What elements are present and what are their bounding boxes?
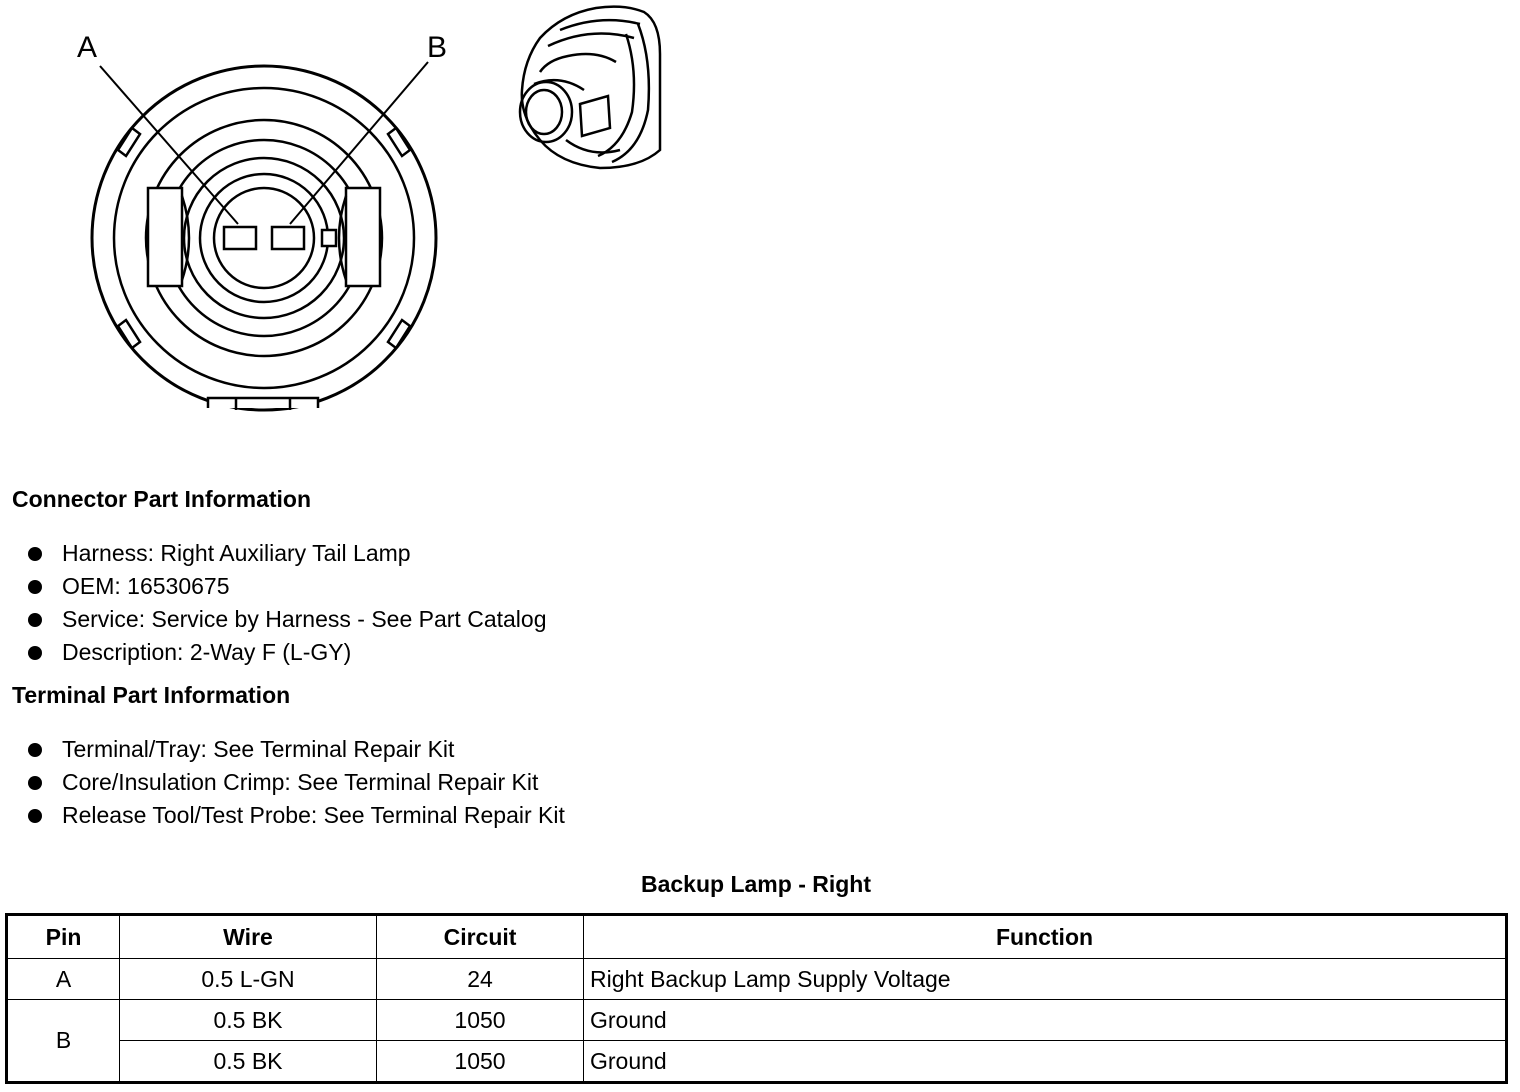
cell-pin: B xyxy=(7,1000,120,1083)
list-item: Release Tool/Test Probe: See Terminal Repair Kit xyxy=(28,799,565,832)
connector-info-list xyxy=(28,537,546,669)
bullet-icon xyxy=(28,776,42,790)
list-item: OEM: 16530675 xyxy=(28,570,546,603)
terminal-info-list xyxy=(28,733,565,832)
header-pin: Pin xyxy=(7,915,120,959)
bullet-icon xyxy=(28,613,42,627)
cell-function: Ground xyxy=(584,1000,1507,1041)
cell-pin: A xyxy=(7,959,120,1000)
table-row xyxy=(7,1000,1507,1041)
cell-wire: 0.5 BK xyxy=(120,1000,377,1041)
connector-info-heading: Connector Part Information xyxy=(12,486,312,512)
terminal-cavity-b xyxy=(272,227,304,249)
table-row xyxy=(7,1041,1507,1083)
pin-label-a: A xyxy=(76,31,98,64)
bullet-icon xyxy=(28,580,42,594)
bullet-icon xyxy=(28,547,42,561)
cell-circuit: 1050 xyxy=(377,1000,584,1041)
cell-circuit: 1050 xyxy=(377,1041,584,1083)
cell-function: Right Backup Lamp Supply Voltage xyxy=(584,959,1507,1000)
cell-function: Ground xyxy=(584,1041,1507,1083)
connector-drawing xyxy=(0,0,700,430)
terminal-cavity-a xyxy=(224,227,256,249)
bullet-icon xyxy=(28,809,42,823)
bullet-icon xyxy=(28,743,42,757)
header-function: Function xyxy=(584,915,1507,959)
list-item: Service: Service by Harness - See Part Catalog xyxy=(28,603,546,636)
connector-face-view xyxy=(92,62,436,410)
terminal-info-heading: Terminal Part Information xyxy=(12,682,291,708)
list-item: Description: 2-Way F (L-GY) xyxy=(28,636,546,669)
list-item: Terminal/Tray: See Terminal Repair Kit xyxy=(28,733,565,766)
cell-wire: 0.5 L-GN xyxy=(120,959,377,1000)
list-item: Harness: Right Auxiliary Tail Lamp xyxy=(28,537,546,570)
table-title: Backup Lamp - Right xyxy=(640,871,871,897)
bullet-icon xyxy=(28,646,42,660)
header-wire: Wire xyxy=(120,915,377,959)
list-item: Core/Insulation Crimp: See Terminal Repair Kit xyxy=(28,766,565,799)
connector-isometric-view xyxy=(520,7,660,168)
header-circuit: Circuit xyxy=(377,915,584,959)
table-row xyxy=(7,959,1507,1000)
pin-label-b: B xyxy=(426,31,448,64)
pin-table xyxy=(5,913,1508,1084)
cell-wire: 0.5 BK xyxy=(120,1041,377,1083)
cell-circuit: 24 xyxy=(377,959,584,1000)
table-header-row xyxy=(7,915,1507,959)
